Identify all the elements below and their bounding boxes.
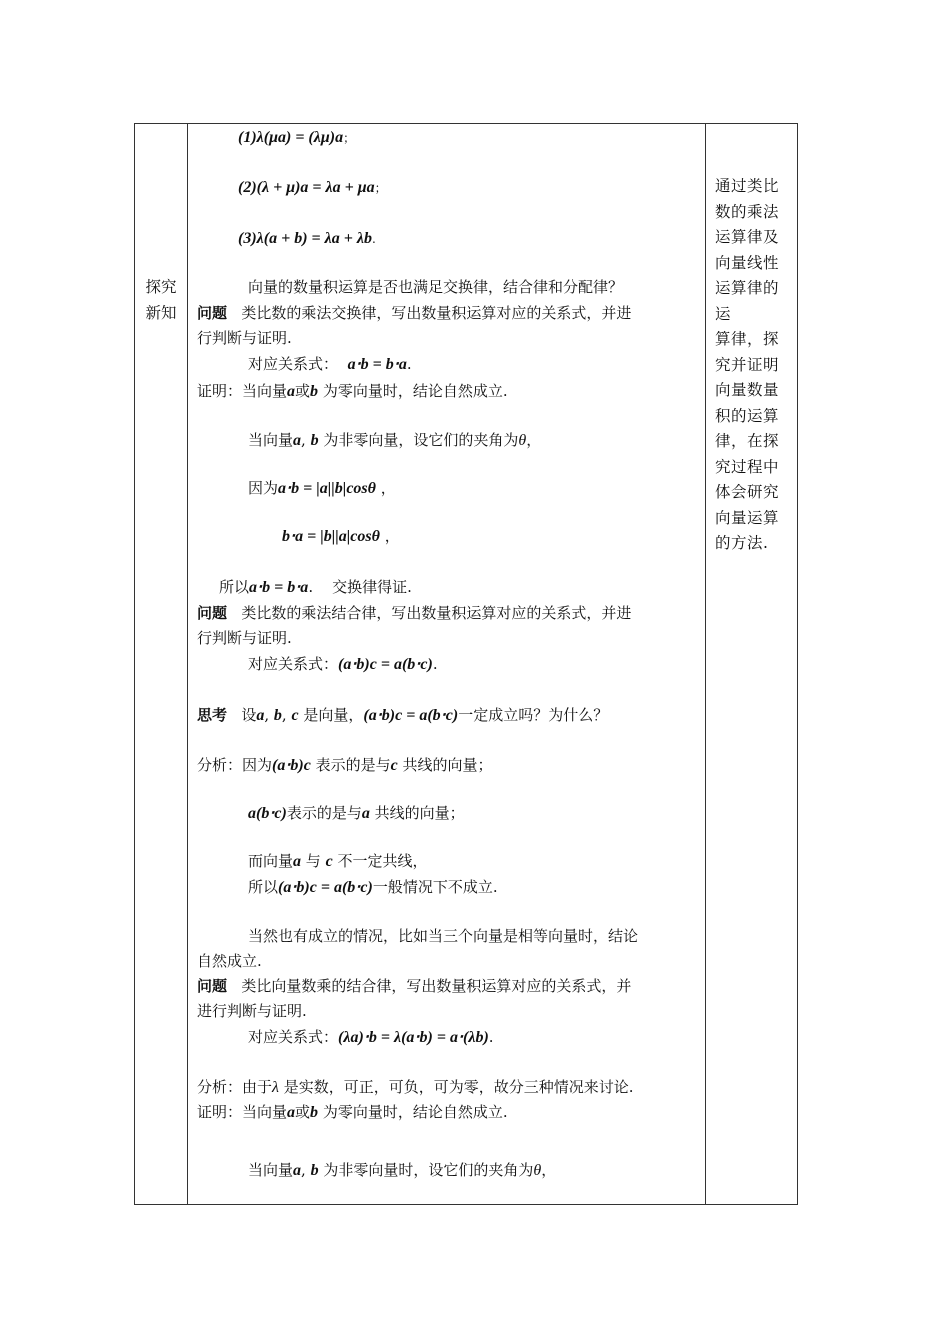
proof-nonzero-case: 当向量a, b 为非零向量，设它们的夹角为θ， (248, 431, 542, 449)
problem-3-cont: 进行判断与证明. (197, 1002, 307, 1020)
not-collinear: 而向量a 与 c 不一定共线， (248, 852, 428, 870)
design-intent-cell (706, 124, 798, 1204)
formula-2: (2)(λ + μ)a = λa + μa； (238, 179, 387, 196)
relation-3: 对应关系式：(λa)⋅b = λ(a⋅b) = a⋅(λb). (248, 1028, 494, 1046)
proof-nonzero-case-2: 当向量a, b 为非零向量时，设它们的夹角为θ， (248, 1161, 557, 1179)
stage-label: 探究 新知 (145, 278, 177, 322)
problem-1: 问题 类比数的乘法交换律，写出数量积运算对应的关系式，并进 (197, 304, 632, 322)
formula-3: (3)λ(a + b) = λa + λb. (238, 230, 376, 247)
formula-1: (1)λ(μa) = (λμ)a； (238, 129, 356, 146)
problem-3: 问题 类比向量数乘的结合律，写出数量积运算对应的关系式，并 (197, 977, 632, 995)
problem-2: 问题 类比数的乘法结合律，写出数量积运算对应的关系式，并进 (197, 604, 632, 622)
problem-2-cont: 行判断与证明. (197, 629, 292, 647)
relation-2: 对应关系式：(a⋅b)c = a(b⋅c). (248, 655, 438, 673)
special-case-cont: 自然成立. (197, 952, 262, 970)
special-case: 当然也有成立的情况，比如当三个向量是相等向量时，结论 (248, 927, 639, 945)
problem-1-cont: 行判断与证明. (197, 329, 292, 347)
commutative-conclusion: 所以a⋅b = b⋅a. 交换律得证. (219, 578, 412, 596)
analysis-1: 分析：因为(a⋅b)c 表示的是与c 共线的向量； (197, 756, 493, 774)
analysis-3: 分析：由于λ 是实数，可正，可负，可为零，故分三种情况来讨论. (197, 1078, 634, 1096)
associative-conclusion: 所以(a⋅b)c = a(b⋅c)一般情况下不成立. (248, 878, 498, 896)
relation-1: 对应关系式： a⋅b = b⋅a. (248, 355, 412, 373)
think-question: 思考 设a, b, c 是向量，(a⋅b)c = a(b⋅c)一定成立吗？为什么？ (197, 706, 609, 724)
analysis-2: a(b⋅c)表示的是与a 共线的向量； (248, 804, 465, 822)
equation-1: 因为a⋅b = |a||b|cosθ ， (248, 479, 396, 497)
proof-zero-case-2: 证明：当向量a或b 为零向量时，结论自然成立. (197, 1103, 508, 1121)
column-divider (187, 124, 188, 1204)
equation-2: b⋅a = |b||a|cosθ ， (282, 527, 400, 545)
stage-label-cell (135, 124, 187, 1204)
design-intent-note: 通过类比 数的乘法 运算律及 向量线性 运算律的运 算律，探 究并证明 向量数量 积的运算 律，在探 究过程中 体会研究 向量运算 的方法. (715, 177, 780, 552)
proof-zero-case: 证明：当向量a或b 为零向量时，结论自然成立. (197, 382, 508, 400)
intro-question: 向量的数量积运算是否也满足交换律，结合律和分配律？ (248, 278, 624, 296)
